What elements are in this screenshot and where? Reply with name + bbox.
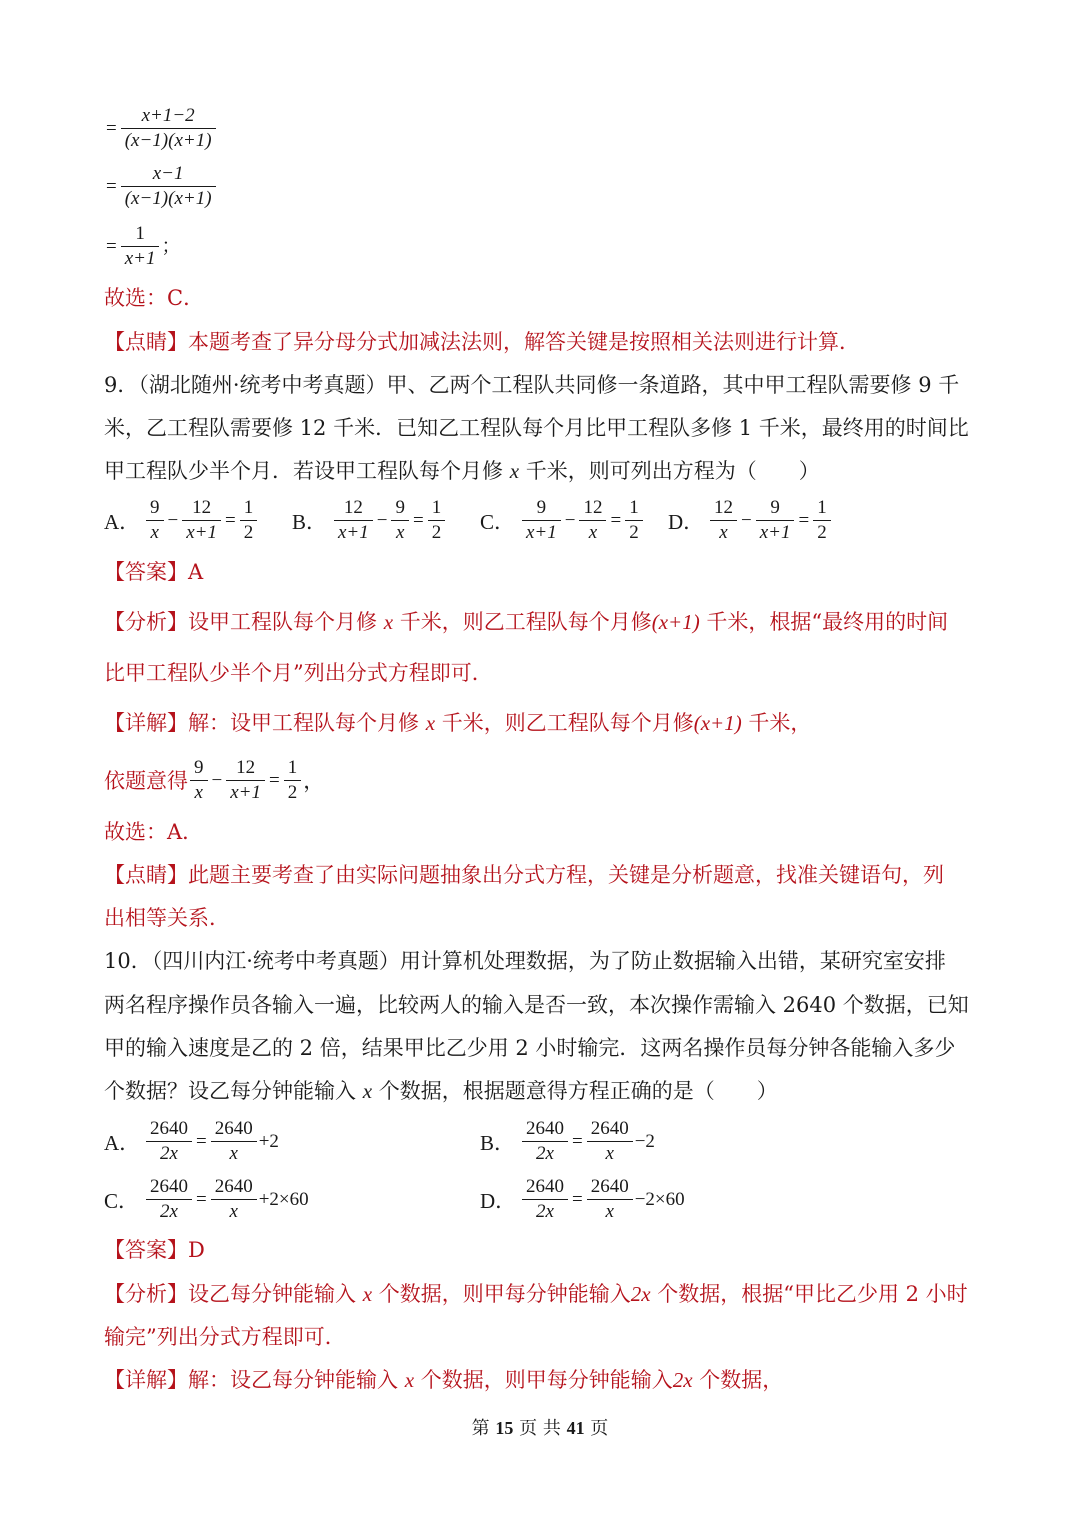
q9-stem-line-3 [104, 459, 820, 483]
q9-choose-line: 故选：A． [104, 820, 204, 844]
q9-option-label: D． [668, 509, 705, 534]
prev-choose-line: 故选：C． [104, 286, 205, 310]
q9-stem-text-a: 甲工程队少半个月．若设甲工程队每个月修 [104, 459, 510, 483]
q10-option-label: B． [480, 1130, 516, 1155]
frac-num: 2640 [211, 1175, 257, 1200]
step-1-denominator: (x−1)(x+1) [124, 130, 212, 151]
footer-pre: 第 [471, 1418, 496, 1439]
q10-detail-expr: 2x [672, 1368, 693, 1392]
frac-num: 1 [813, 496, 831, 521]
step-3-denominator: x+1 [124, 248, 156, 269]
q9-analysis-text-d: 千米，根据“最终用的时间 [699, 610, 949, 634]
frac-den: x [150, 522, 159, 543]
page-footer [0, 1414, 1080, 1440]
q10-analysis-expr: 2x [630, 1282, 651, 1306]
step-3-numerator: 1 [121, 222, 160, 247]
page-number: 15 [495, 1418, 514, 1438]
frac-num: 9 [756, 496, 795, 521]
frac-num: 2640 [211, 1117, 257, 1142]
q9-detail-text-a: 【详解】解：设甲工程队每个月修 [104, 711, 426, 735]
q9-detail-expr: (x+1) [693, 711, 742, 735]
q10-stem-line-3: 甲的输入速度是乙的 2 倍，结果甲比乙少用 2 小时输完．这两名操作员每分钟各能输入多少 [104, 1036, 956, 1060]
frac-den: 2 [817, 522, 827, 543]
page-total: 41 [566, 1418, 585, 1438]
frac-num: 2640 [522, 1117, 568, 1142]
frac-den: x+1 [186, 522, 217, 543]
frac-num: 2640 [587, 1175, 633, 1200]
frac-num: 9 [522, 496, 561, 521]
q10-option-d[interactable]: D． $\frac{2640}{2x}$ = $\frac{2640}{x}$ −2×60 [480, 1176, 685, 1222]
option-tail: −2×60 [634, 1188, 685, 1210]
frac-den: x [194, 782, 203, 803]
frac-num: 1 [428, 496, 446, 521]
q9-analysis-expr: (x+1) [651, 610, 700, 634]
q10-stem-line-4 [104, 1079, 778, 1103]
q10-option-label: A． [104, 1130, 141, 1155]
step-1-numerator: x+1−2 [121, 104, 216, 129]
frac-den: x [605, 1201, 614, 1222]
q10-analysis-text-b: 个数据，则甲每分钟能输入 [372, 1282, 631, 1306]
q10-stem-var: x [362, 1079, 373, 1103]
q9-analysis-line-2: 比甲工程队少半个月”列出分式方程即可． [104, 661, 493, 685]
frac-den: 2 [243, 522, 254, 543]
q9-stem-line-2: 米，乙工程队需要修 12 千米．已知乙工程队每个月比甲工程队多修 1 千米，最终用的时间比 [104, 416, 969, 440]
q10-stem-line-2: 两名程序操作员各输入一遍，比较两人的输入是否一致，本次操作需输入 2640 个数据，已知 [104, 993, 969, 1017]
q9-analysis-text-a: 【分析】设甲工程队每个月修 [104, 610, 384, 634]
q10-option-c[interactable]: C． $\frac{2640}{2x}$ = $\frac{2640}{x}$ +2×60 [104, 1176, 309, 1222]
q9-analysis-text-b: 千米，则乙工程队每个月修 [393, 610, 652, 634]
q10-option-label: C． [104, 1188, 140, 1213]
q9-option-label: C． [480, 509, 516, 534]
q10-detail-line-1 [104, 1368, 783, 1392]
frac-den: x [229, 1201, 238, 1222]
q9-comment-line-2: 出相等关系． [104, 906, 230, 930]
q10-stem-text-a: 个数据？设乙每分钟能输入 [104, 1079, 363, 1103]
frac-num: 12 [334, 496, 373, 521]
q9-stem-line-1: 9．（湖北随州·统考中考真题）甲、乙两个工程队共同修一条道路，其中甲工程队需要修 9 千 [104, 373, 960, 397]
q10-analysis-line-1 [104, 1282, 968, 1306]
q10-stem-text-b: 个数据，根据题意得方程正确的是（ ） [372, 1079, 778, 1103]
frac-num: 2640 [146, 1175, 192, 1200]
frac-den: 2 [629, 522, 639, 543]
q10-option-label: D． [480, 1188, 517, 1213]
q9-according-text: 依题意得 [104, 768, 188, 793]
q9-option-b[interactable]: B． $\frac{12}{x+1}$ − $\frac{9}{x}$ = $\frac{1}{2}$ [292, 496, 447, 545]
q10-option-a[interactable]: A． $\frac{2640}{2x}$ = $\frac{2640}{x}$ +2 [104, 1118, 279, 1164]
frac-num: 9 [391, 496, 409, 521]
q10-analysis-var: x [362, 1282, 373, 1306]
prev-comment-line: 【点睛】本题考查了异分母分式加减法法则，解答关键是按照相关法则进行计算． [104, 330, 860, 354]
q9-comment-line-1: 【点睛】此题主要考查了由实际问题抽象出分式方程，关键是分析题意，找准关键语句，列 [104, 863, 944, 887]
option-tail: −2 [634, 1130, 655, 1152]
frac-num: 2640 [146, 1117, 192, 1142]
step-2-equation: = $\frac{x-1}{(x-1)(x+1)}$ [104, 162, 218, 211]
q10-stem-line-1: 10．（四川内江·统考中考真题）用计算机处理数据，为了防止数据输入出错，某研究室安排 [104, 949, 946, 973]
frac-den: 2x [536, 1201, 554, 1222]
q10-analysis-line-2: 输完”列出分式方程即可． [104, 1325, 346, 1349]
frac-den: x+1 [526, 522, 557, 543]
q9-detail-line-1 [104, 711, 811, 735]
frac-num: 2640 [522, 1175, 568, 1200]
option-tail: +2 [258, 1130, 279, 1152]
frac-den: 2x [160, 1143, 178, 1164]
frac-num: 1 [625, 496, 643, 521]
q9-option-a[interactable]: A． $\frac{9}{x}$ − $\frac{12}{x+1}$ = $\frac{1}{2}$ [104, 496, 259, 545]
footer-post: 页 [584, 1418, 609, 1439]
frac-num: 12 [182, 496, 221, 521]
q10-answer: 【答案】D [104, 1238, 205, 1262]
frac-num: 1 [240, 496, 258, 521]
frac-num: 12 [226, 756, 265, 781]
frac-den: 2 [287, 782, 298, 803]
q9-stem-var: x [509, 459, 520, 483]
frac-den: 2 [431, 522, 442, 543]
frac-den: x+1 [230, 782, 261, 803]
q10-analysis-text-a: 【分析】设乙每分钟能输入 [104, 1282, 363, 1306]
frac-num: 9 [190, 756, 208, 781]
q9-option-d[interactable]: D． $\frac{12}{x}$ − $\frac{9}{x+1}$ = $\frac{1}{2}$ [668, 496, 833, 545]
frac-den: x [719, 522, 728, 543]
footer-mid: 页 共 [513, 1418, 567, 1439]
q9-detail-text-b: 千米，则乙工程队每个月修 [435, 711, 694, 735]
q9-answer: 【答案】A [104, 560, 204, 584]
q10-option-b[interactable]: B． $\frac{2640}{2x}$ = $\frac{2640}{x}$ −2 [480, 1118, 655, 1164]
q9-detail-var: x [425, 711, 436, 735]
frac-den: x [396, 522, 405, 543]
q10-analysis-text-d: 个数据，根据“甲比乙少用 2 小时 [650, 1282, 968, 1306]
q9-option-label: B． [292, 509, 328, 534]
q9-analysis-line-1 [104, 610, 948, 634]
frac-den: x+1 [338, 522, 369, 543]
q9-option-label: A． [104, 509, 141, 534]
step-3-equation: = $\frac{1}{x+1}$ ； [106, 223, 181, 269]
option-tail: +2×60 [258, 1188, 309, 1210]
frac-den: x+1 [759, 522, 791, 543]
q10-detail-text-a: 【详解】解：设乙每分钟能输入 [104, 1368, 405, 1392]
frac-den: x [588, 522, 598, 543]
q9-stem-text-b: 千米，则可列出方程为（ ） [519, 459, 820, 483]
step-2-denominator: (x−1)(x+1) [124, 188, 212, 209]
frac-num: 12 [579, 496, 606, 521]
q9-eq-end: ， [303, 768, 325, 793]
q9-option-c[interactable]: C． $\frac{9}{x+1}$ − $\frac{12}{x}$ = $\frac{1}{2}$ [480, 496, 645, 545]
frac-num: 2640 [587, 1117, 633, 1142]
step-1-equation: = $\frac{x+1-2}{(x-1)(x+1)}$ [104, 104, 218, 153]
frac-den: 2x [160, 1201, 178, 1222]
frac-den: x [605, 1143, 614, 1164]
frac-num: 12 [710, 496, 737, 521]
q9-equation-line: 依题意得 $\frac{9}{x}$ − $\frac{12}{x+1}$ = $\frac{1}{2}$ ， [104, 757, 325, 803]
frac-den: 2x [536, 1143, 554, 1164]
frac-den: x [229, 1143, 238, 1164]
q10-detail-var: x [404, 1368, 415, 1392]
frac-num: 1 [284, 756, 302, 781]
q9-analysis-var: x [383, 610, 394, 634]
q9-detail-text-d: 千米， [741, 711, 812, 735]
q10-detail-text-b: 个数据，则甲每分钟能输入 [414, 1368, 673, 1392]
q10-detail-text-d: 个数据， [692, 1368, 784, 1392]
step-2-numerator: x−1 [121, 162, 216, 187]
frac-num: 9 [146, 496, 164, 521]
